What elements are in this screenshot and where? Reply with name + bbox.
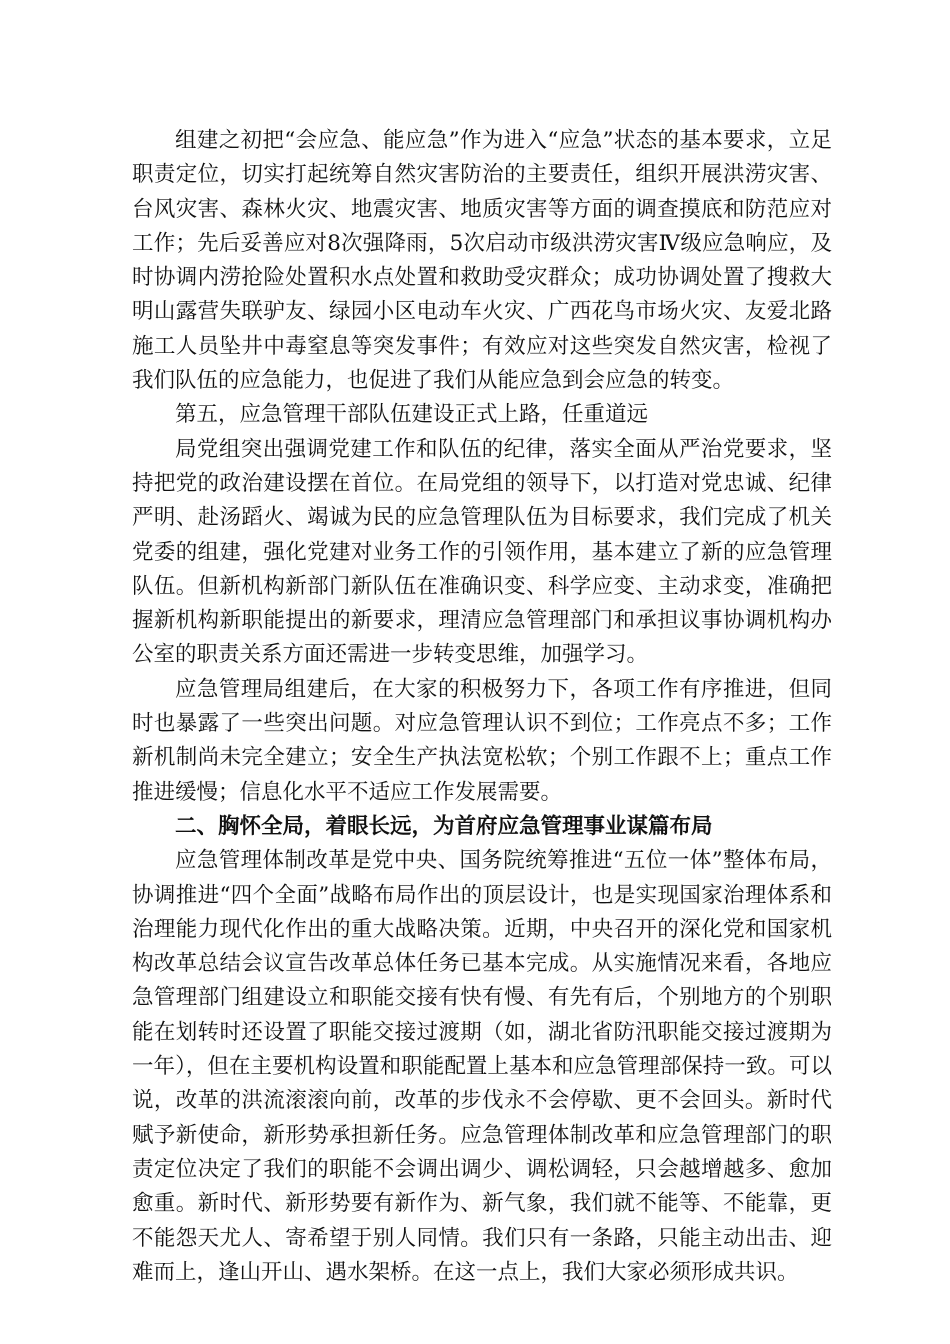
section-subheading: 第五，应急管理干部队伍建设正式上路，任重道远 — [175, 402, 649, 428]
document-body — [132, 124, 832, 1290]
body-paragraph: 组建之初把“会应急、能应急”作为进入“应急”状态的基本要求，立足职责定位，切实打起统筹自然灾害防治的主要责任，组织开展洪涝灾害、台风灾害、森林火灾、地震灾害、地质灾害等方面的调查摸底和防范应对工作；先后妥善应对8次强降雨，5次启动市级洪涝灾害Ⅳ级应急响应，及时协调内涝抢险处置积水点处置和救助受灾群众；成功协调处置了搜救大明山露营失联驴友、绿园小区电动车火灾、广西花鸟市场火灾、友爱北路施工人员坠井中毒窒息等突发事件；有效应对这些突发自然灾害，检视了我们队伍的应急能力，也促进了我们从能应急到会应急的转变。 — [132, 128, 832, 394]
body-paragraph: 应急管理体制改革是党中央、国务院统筹推进“五位一体”整体布局，协调推进“四个全面”战略布局作出的顶层设计，也是实现国家治理体系和治理能力现代化作出的重大战略决策。近期，中央召开的深化党和国家机构改革总结会议宣告改革总体任务已基本完成。从实施情况来看，各地应急管理部门组建设立和职能交接有快有慢、有先有后，个别地方的个别职能在划转时还设置了职能交接过渡期（如，湖北省防汛职能交接过渡期为一年），但在主要机构设置和职能配置上基本和应急管理部保持一致。可以说，改革的洪流滚滚向前，改革的步伐永不会停歇、更不会回头。新时代赋予新使命，新形势承担新任务。应急管理体制改革和应急管理部门的职责定位决定了我们的职能不会调出调少、调松调轻，只会越增越多、愈加愈重。新时代、新形势要有新作为、新气象，我们就不能等、不能靠，更不能怨天尤人、寄希望于别人同情。我们只有一条路，只能主动出击、迎难而上，逢山开山、遇水架桥。在这一点上，我们大家必须形成共识。 — [132, 848, 832, 1285]
body-paragraph: 应急管理局组建后，在大家的积极努力下，各项工作有序推进，但同时也暴露了一些突出问题。对应急管理认识不到位；工作亮点不多；工作新机制尚未完全建立；安全生产执法宽松软；个别工作跟不上；重点工作推进缓慢；信息化水平不适应工作发展需要。 — [132, 676, 832, 805]
body-paragraph: 局党组突出强调党建工作和队伍的纪律，落实全面从严治党要求，坚持把党的政治建设摆在首位。在局党组的领导下，以打造对党忠诚、纪律严明、赴汤蹈火、竭诚为民的应急管理队伍为目标要求，我们完成了机关党委的组建，强化党建对业务工作的引领作用，基本建立了新的应急管理队伍。但新机构新部门新队伍在准确识变、科学应变、主动求变，准确把握新机构新职能提出的新要求，理清应急管理部门和承担议事协调机构办公室的职责关系方面还需进一步转变思维，加强学习。 — [132, 436, 832, 668]
section-heading: 二、胸怀全局，着眼长远，为首府应急管理事业谋篇布局 — [175, 813, 713, 839]
